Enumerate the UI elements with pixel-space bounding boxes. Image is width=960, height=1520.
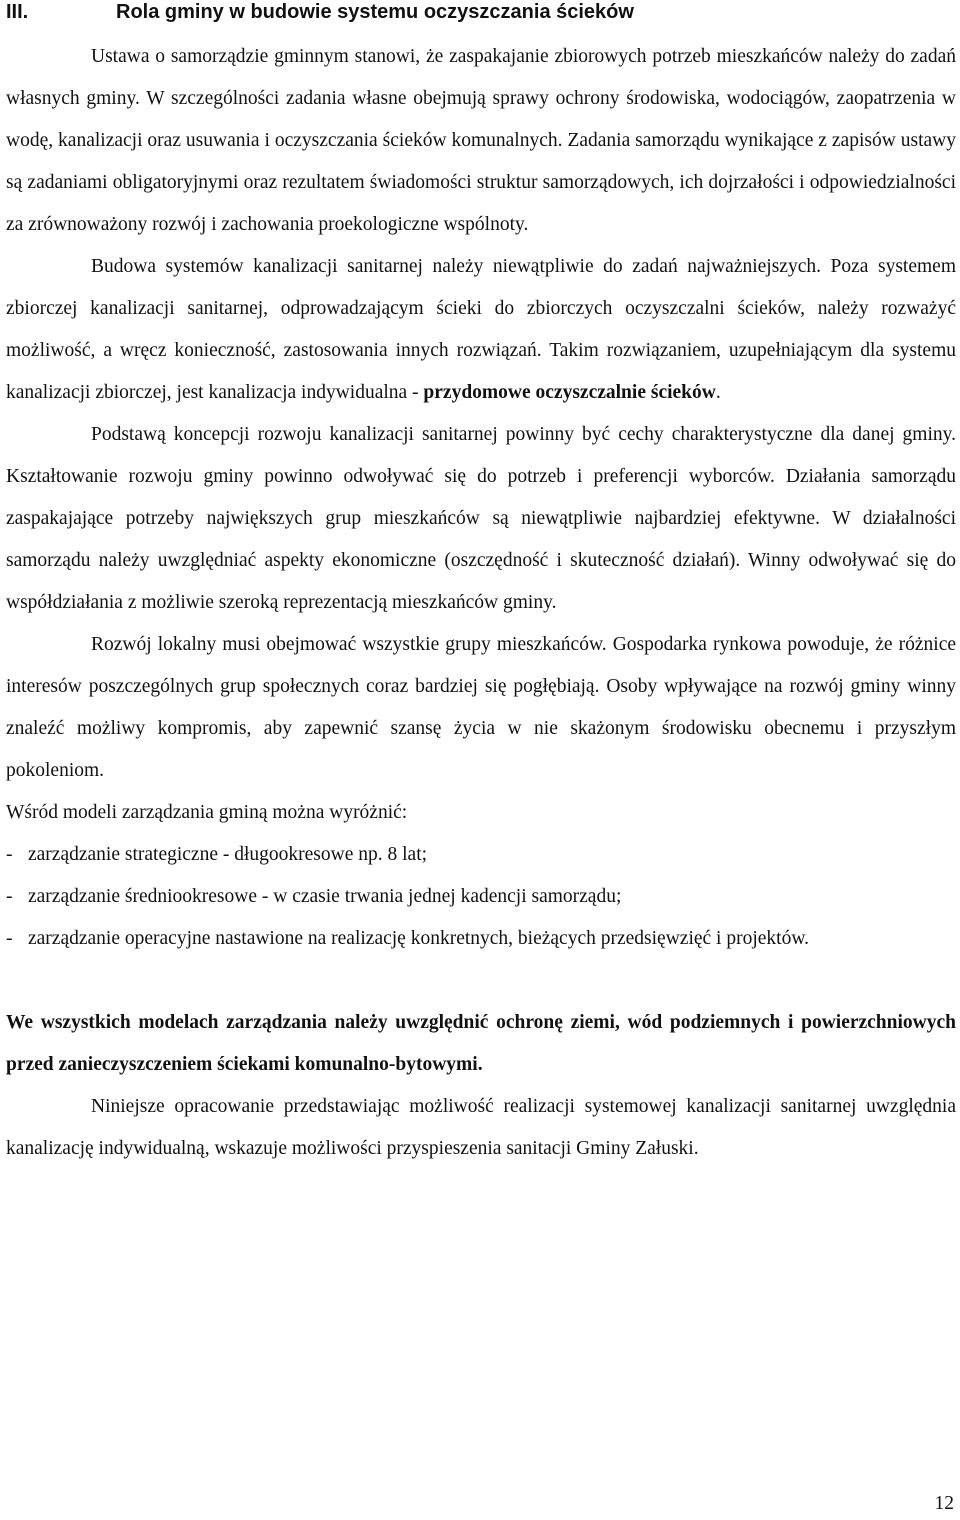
list-item-text: zarządzanie średniookresowe - w czasie trwania jednej kadencji samorządu; (28, 886, 622, 907)
body-text (6, 36, 956, 1170)
section-number: III. (6, 1, 29, 23)
paragraph: Niniejsze opracowanie przedstawiając możliwość realizacji systemowej kanalizacji sanitarnej uwzględnia kanalizację indywidualną, wskazuje możliwości przyspieszenia sanitacji Gminy Załuski. (6, 1096, 956, 1159)
management-models-list (6, 834, 956, 960)
paragraph-end: . (715, 382, 721, 403)
paragraph-text: Budowa systemów kanalizacji sanitarnej należy niewątpliwie do zadań najważniejszych. Poza systemem zbiorczej kanalizacji sanitarnej, odprowadzającym ścieki do zbiorczych oczyszczalni ścieków, należy rozważyć możliwość, a wręcz konieczność, zastosowania innych rozwiązań. Takim rozwiązaniem, uzupełniającym dla systemu kanalizacji zbiorczej, jest kanalizacja indywidualna - (6, 256, 956, 403)
page-number: 12 (934, 1493, 954, 1514)
list-item-text: zarządzanie strategiczne - długookresowe np. 8 lat; (28, 844, 428, 865)
list-dash: - (6, 886, 13, 907)
list-dash: - (6, 928, 13, 949)
list-item-text: zarządzanie operacyjne nastawione na realizację konkretnych, bieżących przedsięwzięć i projektów. (28, 928, 810, 949)
list-intro: Wśród modeli zarządzania gminą można wyróżnić: (6, 802, 408, 823)
paragraph (6, 246, 956, 414)
paragraph: Ustawa o samorządzie gminnym stanowi, że zaspakajanie zbiorowych potrzeb mieszkańców należy do zadań własnych gminy. W szczególności zadania własne obejmują sprawy ochrony środowiska, wodociągów, zaopatrzenia w wodę, kanalizacji oraz usuwania i oczyszczania ścieków komunalnych. Zadania samorządu wynikające z zapisów ustawy są zadaniami obligatoryjnymi oraz rezultatem świadomości struktur samorządowych, ich dojrzałości i odpowiedzialności za zrównoważony rozwój i zachowania proekologiczne wspólnoty. (6, 46, 956, 235)
list-item (6, 834, 956, 876)
section-heading (6, 0, 956, 26)
section-title: Rola gminy w budowie systemu oczyszczania ścieków (116, 1, 634, 23)
list-dash: - (6, 844, 13, 865)
paragraph: Rozwój lokalny musi obejmować wszystkie grupy mieszkańców. Gospodarka rynkowa powoduje, że różnice interesów poszczególnych grup społecznych coraz bardziej się pogłębiają. Osoby wpływające na rozwój gminy winny znaleźć możliwy kompromis, aby zapewnić szansę życia w nie skażonym środowisku obecnemu i przyszłym pokoleniom. (6, 634, 956, 781)
list-item (6, 876, 956, 918)
paragraph: Podstawą koncepcji rozwoju kanalizacji sanitarnej powinny być cechy charakterystyczne dla danej gminy. Kształtowanie rozwoju gminy powinno odwoływać się do potrzeb i preferencji wyborców. Działania samorządu zaspakajające potrzeby największych grup mieszkańców są niewątpliwie najbardziej efektywne. W działalności samorządu należy uwzględniać aspekty ekonomiczne (oszczędność i skuteczność działań). Winny odwoływać się do współdziałania z możliwie szeroką reprezentacją mieszkańców gminy. (6, 424, 956, 613)
bold-statement-text: We wszystkich modelach zarządzania należy uwzględnić ochronę ziemi, wód podziemnych i powierzchniowych przed zanieczyszczeniem ściekami komunalno-bytowymi. (6, 1012, 956, 1075)
bold-statement (6, 1002, 956, 1086)
list-item (6, 918, 956, 960)
bold-phrase: przydomowe oczyszczalnie ścieków (423, 382, 716, 403)
